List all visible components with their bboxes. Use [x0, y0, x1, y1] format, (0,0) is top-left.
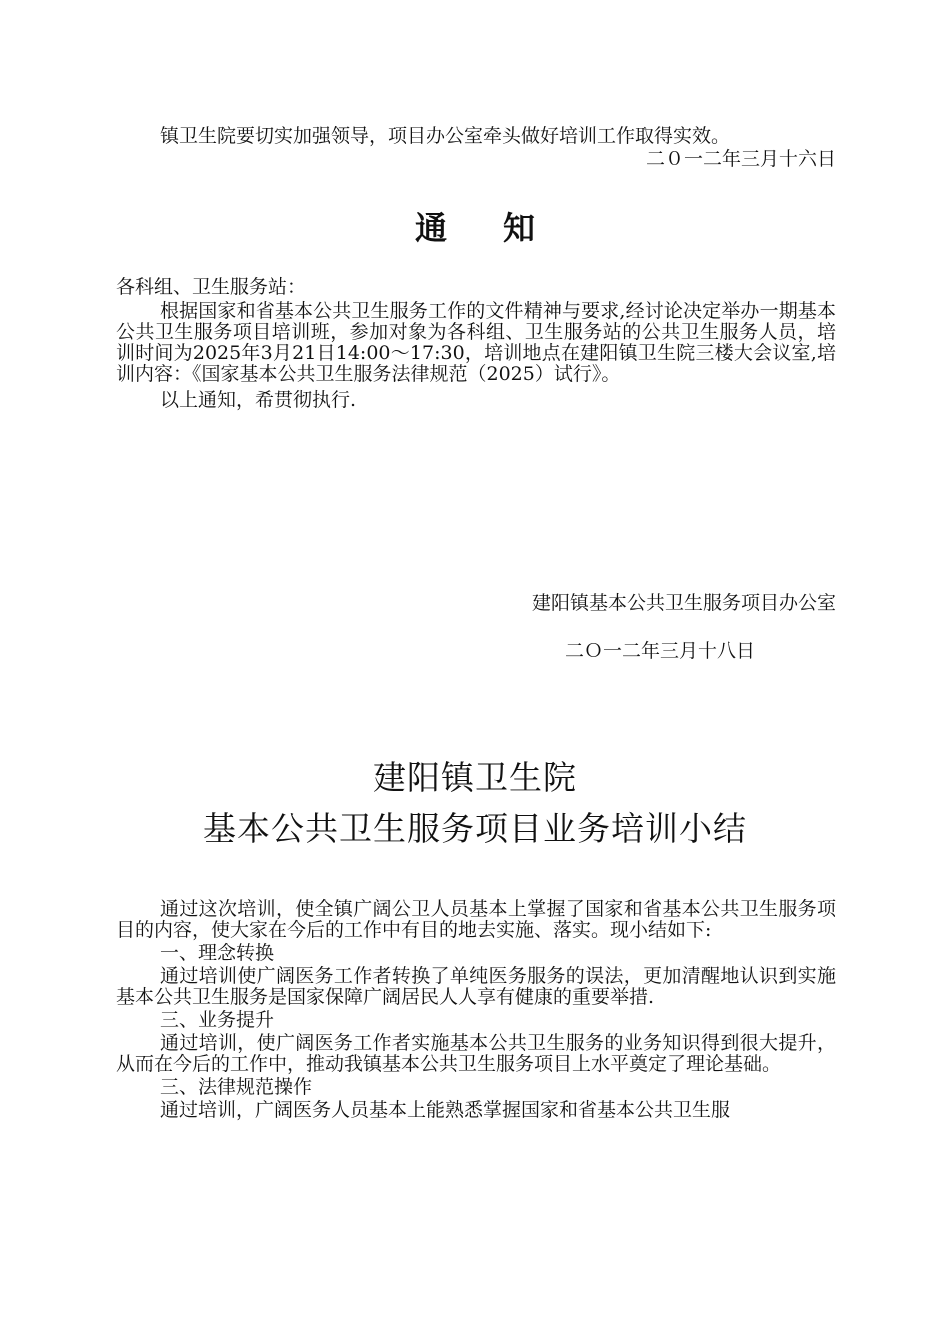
section-paragraph: 通过培训使广阔医务工作者转换了单纯医务服务的误法，更加清醒地认识到实施基本公共卫生服务是国家保障广阔居民人人享有健康的重要举措.: [116, 965, 836, 1008]
section-heading: 一、理念转换: [160, 942, 275, 964]
summary-title-line2: 基本公共卫生服务项目业务培训小结: [203, 809, 747, 848]
carryover-paragraph: 镇卫生院要切实加强领导，项目办公室牵头做好培训工作取得实效。: [160, 125, 731, 147]
notice-signature: 建阳镇基本公共卫生服务项目办公室: [531, 592, 836, 614]
summary-body: [116, 899, 836, 1121]
summary-title-line1: 建阳镇卫生院: [373, 758, 577, 797]
summary-intro: 通过这次培训，使全镇广阔公卫人员基本上掌握了国家和省基本公共卫生服务项目的内容，使大家在今后的工作中有目的地去实施、落实。现小结如下:: [116, 898, 836, 941]
section-paragraph: 通过培训，广阔医务人员基本上能熟悉掌握国家和省基本公共卫生服: [160, 1099, 731, 1121]
notice-title: 通知: [414, 209, 591, 247]
notice-paragraph: 根据国家和省基本公共卫生服务工作的文件精神与要求,经讨论决定举办一期基本公共卫生服务项目培训班，参加对象为各科组、卫生服务站的公共卫生服务人员，培训时间为2025年3月21日14:00～17:30，培训地点在建阳镇卫生院三楼大会议室,培训内容：《国家基本公共卫生服务法律规范（2025）试行》。: [116, 300, 836, 385]
section-paragraph: 通过培训，使广阔医务工作者实施基本公共卫生服务的业务知识得到很大提升，从而在今后的工作中，推动我镇基本公共卫生服务项目上水平奠定了理论基础。: [116, 1032, 836, 1075]
section-heading: 三、业务提升: [160, 1009, 275, 1031]
notice-date: 二Ｏ一二年三月十八日: [565, 640, 756, 662]
notice-salutation: 各科组、卫生服务站：: [116, 276, 307, 298]
notice-body: [116, 277, 836, 411]
section-heading: 三、法律规范操作: [160, 1076, 313, 1098]
top-section: [116, 126, 836, 170]
carryover-date: 二０一二年三月十六日: [645, 148, 836, 170]
notice-closing: 以上通知，希贯彻执行.: [160, 389, 357, 411]
